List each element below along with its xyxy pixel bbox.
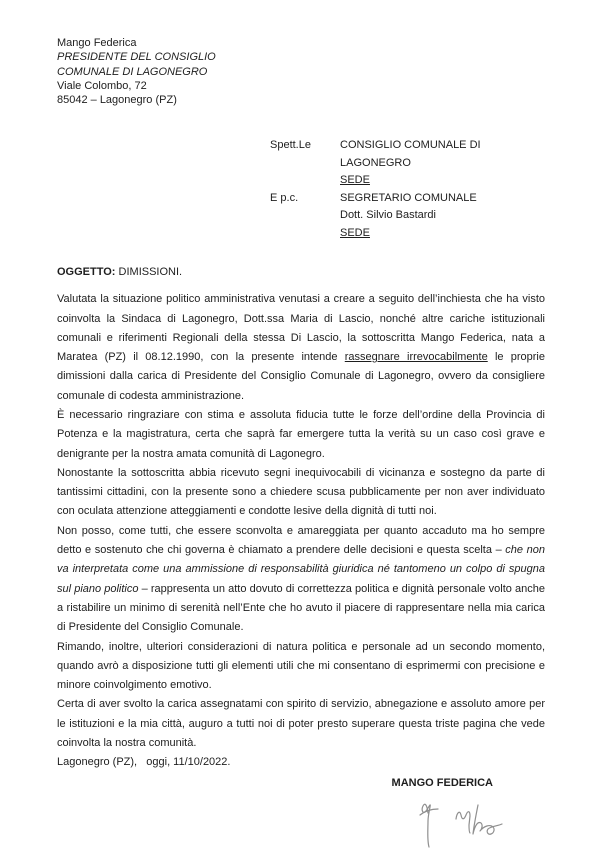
recipient-primary [270,137,545,189]
subject-line [57,263,545,282]
sender-address-city: 85042 – Lagonegro (PZ) [57,94,177,107]
text-segment: – rappresenta un atto dovuto di correttezza politica e dignità personale volto anche a ristabilire un minimo di serenità nell’Ente che ho avuto il piacere di rappresentare nella mia carica di Presidente del Consiglio Comunale. [57,582,545,634]
recipient-cc-lines [340,190,536,242]
sender-block [57,36,545,107]
text-segment: Dott. Silvio Bastardi [340,209,436,222]
text-segment: SEDE [340,174,370,187]
text-segment: È necessario ringraziare con stima e assoluta fiducia tutte le forze dell’ordine della Provincia di Potenza e la magistratura, certa che saprà far emergere tutta la verità su un caso così grave e denigrante per la nostra amata comunità di Lagonegro. [57,409,545,460]
text-segment: CONSIGLIO COMUNALE DI LAGONEGRO [340,139,481,169]
recipient-line [340,190,536,207]
sender-address-street: Viale Colombo, 72 [57,79,147,92]
recipient-primary-label: Spett.Le [270,139,311,152]
recipient-line [340,172,536,189]
recipient-cc-label: E p.c. [270,191,299,204]
recipient-cc [270,190,545,242]
text-segment: Non posso, come tutti, che essere sconvolta e amareggiata per quanto accaduto ma ho sempre detto e sostenuto che chi governa è chiamato a prendere delle decisioni e questa scelta – [57,524,545,557]
recipient-line [340,207,536,224]
text-segment: Rimando, inoltre, ulteriori considerazioni di natura politica e personale ad un secondo momento, quando avrò a disposizione tutti gli elementi utili che mi consentano di esprimermi con precisione e minore coinvolgimento emotivo. [57,640,545,692]
letter-body [57,290,545,753]
text-segment: le proprie dimissioni dalla carica di Presidente del Consiglio Comunale di Lagonegro, ovvero da consigliere comunale di codesta amministrazione. [57,351,545,402]
text-segment: Nonostante la sottoscritta abbia ricevuto segni inequivocabili di vicinanza e sostegno da parte di tantissimi cittadini, con la presente sono a chiedere scusa pubblicamente per non aver individuato con oculata attenzione atteggiamenti e condotte lesive della dignità di tutti noi. [57,466,545,518]
recipient-line [340,137,536,172]
body-paragraph [57,406,545,464]
subject-label: OGGETTO: [57,265,116,278]
body-paragraph [57,695,545,753]
recipient-primary-lines [340,137,536,189]
body-paragraph [57,290,545,406]
text-segment: rassegnare irrevocabilmente [344,351,488,364]
place-date-line: Lagonegro (PZ), oggi, 11/10/2022. [57,756,231,769]
text-segment: SEDE [340,226,370,239]
text-segment: SEGRETARIO COMUNALE [340,191,477,204]
body-paragraph [57,464,545,522]
recipients-block [270,137,545,241]
subject-value: DIMISSIONI. [115,265,183,278]
body-paragraph [57,638,545,696]
text-segment: Valutata la situazione politico amministrativa venutasi a creare a seguito dell’inchiesta che ha visto coinvolta la Sindaca di Lagonegro, Dott.ssa Maria di Lascio, nonché altre cariche istituzionali comunali e riferimenti Regionali della stessa Di Lascio, la sottoscritta Mango Federica, nata a Maratea (PZ) il 08.12.1990, con la presente intende [57,293,545,364]
sender-role-line-1: PRESIDENTE DEL CONSIGLIO [57,51,216,64]
signature-name: MANGO FEDERICA [391,776,493,789]
body-paragraph [57,522,545,638]
recipient-line [340,225,536,242]
text-segment: che non va interpretata come una ammissione di responsabilità giuridica né tantomeno un colpo di spugna sul piano politico [57,544,545,595]
text-segment: Certa di aver svolto la carica assegnatami con spirito di servizio, abnegazione e assoluto amore per le istituzioni e la mia città, auguro a tutti noi di poter presto superare questa triste pagina che vede coinvolta la nostra comunità. [57,698,545,750]
sender-role-line-2: COMUNALE DI LAGONEGRO [57,65,208,78]
sender-name: Mango Federica [57,37,137,49]
